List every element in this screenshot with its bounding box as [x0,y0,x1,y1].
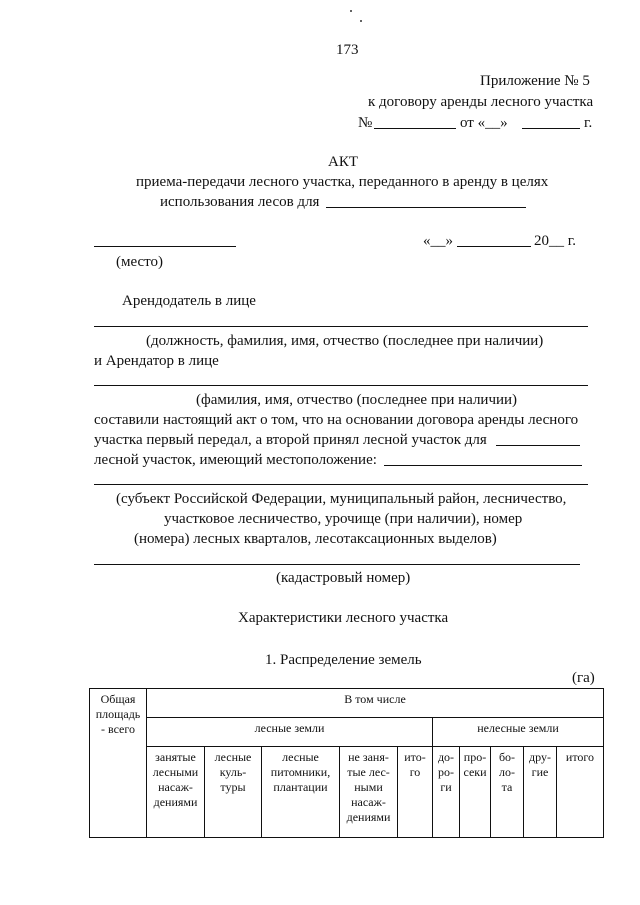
col-header-occupied: занятые лесными насаж- дениями [147,747,205,838]
col-header-unoccupied: не заня- тые лес- ными насаж- дениями [340,747,398,838]
location-blank [94,484,588,485]
document-title: АКТ [328,154,358,170]
lessor-blank [94,326,588,327]
document-title-line2: приема-передачи лесного участка, переданного в аренду в целях [136,174,549,190]
location-caption-3: (номера) лесных кварталов, лесотаксационных выделов) [134,531,497,547]
cadastral-caption: (кадастровый номер) [276,570,411,586]
lessor-caption: (должность, фамилия, имя, отчество (последнее при наличии) [146,333,544,349]
col-header-clearings: про- секи [460,747,491,838]
contract-number-blank [374,128,456,129]
location-caption-1: (субъект Российской Федерации, муниципальный район, лесничество, [116,491,567,507]
col-header-forest-total: ито- го [398,747,433,838]
contract-year-suffix: г. [584,115,593,131]
date-year-label: 20__ г. [534,233,576,249]
contract-date-label: от «__» [460,115,508,131]
body-line-3: лесной участок, имеющий местоположение: [94,452,377,468]
tenant-label: и Арендатор в лице [94,353,219,369]
scan-dot [350,10,352,12]
subsection-title: 1. Распределение земель [265,652,422,668]
section-title: Характеристики лесного участка [238,610,449,626]
place-blank [94,246,236,247]
purpose-use-blank [496,445,580,446]
page-number: 173 [336,42,359,58]
cadastral-blank [94,564,580,565]
nonforest-lands-header: нелесные земли [433,718,604,747]
contract-date-blank [522,128,580,129]
total-area-header: Общая площадь - всего [90,689,147,838]
col-header-swamps: бо- ло- та [491,747,524,838]
body-line-2: участка первый передал, а второй принял лесной участок для [94,432,487,448]
document-title-line3: использования лесов для [160,194,320,210]
col-header-other: дру- гие [524,747,557,838]
including-header: В том числе [147,689,604,718]
col-header-nonforest-total: итого [557,747,604,838]
col-header-forest-crops: лесные куль- туры [205,747,262,838]
col-header-nurseries: лесные питомники, плантации [262,747,340,838]
location-caption-2: участковое лесничество, урочище (при наличии), номер [164,511,523,527]
date-day-label: «__» [423,233,453,249]
place-caption: (место) [116,254,164,270]
forest-lands-header: лесные земли [147,718,433,747]
unit-label: (га) [572,670,595,686]
lessor-label: Арендодатель в лице [122,293,256,309]
body-line-1: составили настоящий акт о том, что на основании договора аренды лесного [94,412,579,428]
purpose-blank [326,207,526,208]
scan-dot [360,20,362,22]
land-distribution-table [89,688,604,838]
appendix-label: Приложение № 5 [480,73,590,89]
col-header-roads: до- ро- ги [433,747,460,838]
tenant-caption: (фамилия, имя, отчество (последнее при наличии) [196,392,518,408]
appendix-subtitle: к договору аренды лесного участка [368,94,594,110]
date-month-blank [457,246,531,247]
contract-number-label: № [358,115,373,131]
tenant-blank [94,385,588,386]
location-inline-blank [384,465,582,466]
